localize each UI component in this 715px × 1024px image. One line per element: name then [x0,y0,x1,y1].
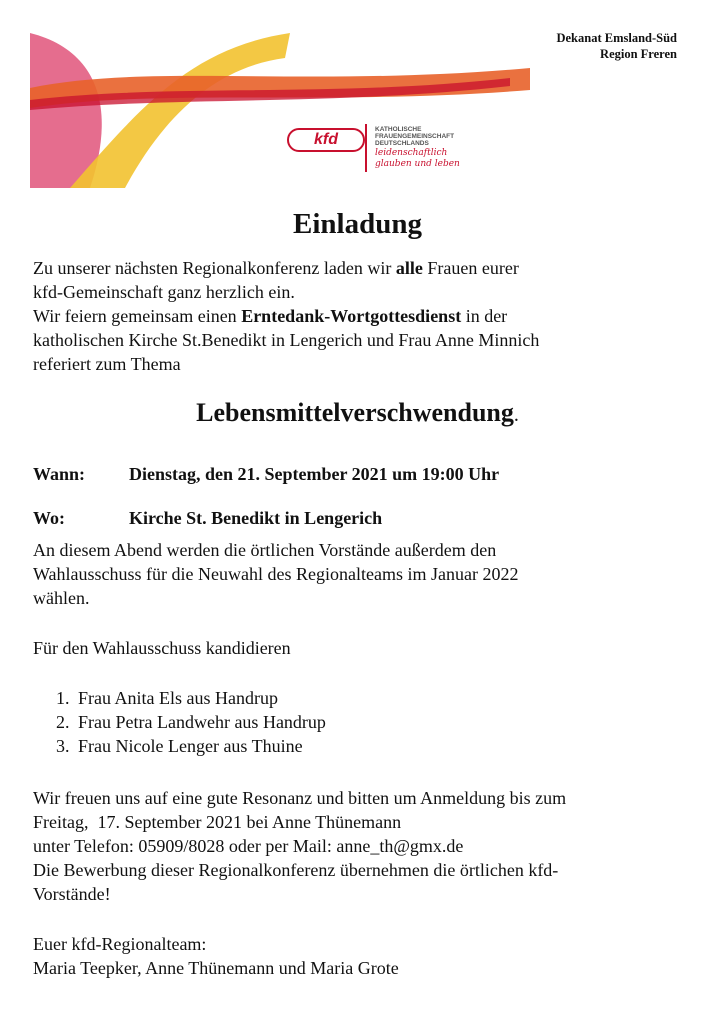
emphasis-service: Erntedank-Wortgottesdienst [241,306,462,326]
kfd-logo-divider [365,124,367,172]
kfd-slogan: leidenschaftlich glauben und leben [375,148,460,169]
deanery-header [556,30,677,62]
closing-signature: Euer kfd-Regionalteam: Maria Teepker, Anne Thünemann und Maria Grote [33,934,399,978]
registration-paragraph: Wir freuen uns auf eine gute Resonanz und bitten um Anmeldung bis zum Freitag, 17. September 2021 bei Anne Thünemann unter Telefon: 05909/8028 oder per Mail: anne_th@gmx.de Die Bewerbung dieser Regionalkonferenz übernehmen die örtlichen kfd- Vorstände! [33,788,567,904]
election-paragraph: An diesem Abend werden die örtlichen Vorstände außerdem den Wahlausschuss für die Neuwahl des Regionalteams im Januar 2022 wählen. [33,540,519,608]
when-label: Wann: [33,464,86,484]
list-item: 1. Frau Anita Els aus Handrup [56,688,278,708]
intro-paragraph: Zu unserer nächsten Regionalkonferenz laden wir alle Frauen eurer kfd-Gemeinschaft ganz herzlich ein. Wir feiern gemeinsam einen Erntedank-Wortgottesdienst in der katholischen Kirche St.Benedikt in Lengerich und Frau Anne Minnich referiert zum Thema [33,258,540,374]
list-item: 3. Frau Nicole Lenger aus Thuine [56,736,303,756]
list-item: 2. Frau Petra Landwehr aus Handrup [56,712,326,732]
candidates-intro: Für den Wahlausschuss kandidieren [33,638,291,658]
where-label: Wo: [33,508,66,528]
kfd-logo [287,124,527,176]
kfd-org-name: KATHOLISCHE FRAUENGEMEINSCHAFT DEUTSCHLANDS [375,126,455,147]
emphasis-all: alle [395,258,423,278]
talk-theme: Lebensmittelverschwendung. [196,398,519,427]
where-value: Kirche St. Benedikt in Lengerich [129,508,383,528]
event-when [33,464,499,485]
kfd-logo-mark: kfd [287,128,365,152]
candidate-list [56,686,326,758]
when-value: Dienstag, den 21. September 2021 um 19:00 Uhr [129,464,500,484]
banner-yellow-swoosh [70,33,290,188]
page-title: Einladung [293,208,422,240]
event-where [33,508,382,529]
deanery-name: Dekanat Emsland-Süd [556,31,677,45]
region-name: Region Freren [600,47,677,61]
